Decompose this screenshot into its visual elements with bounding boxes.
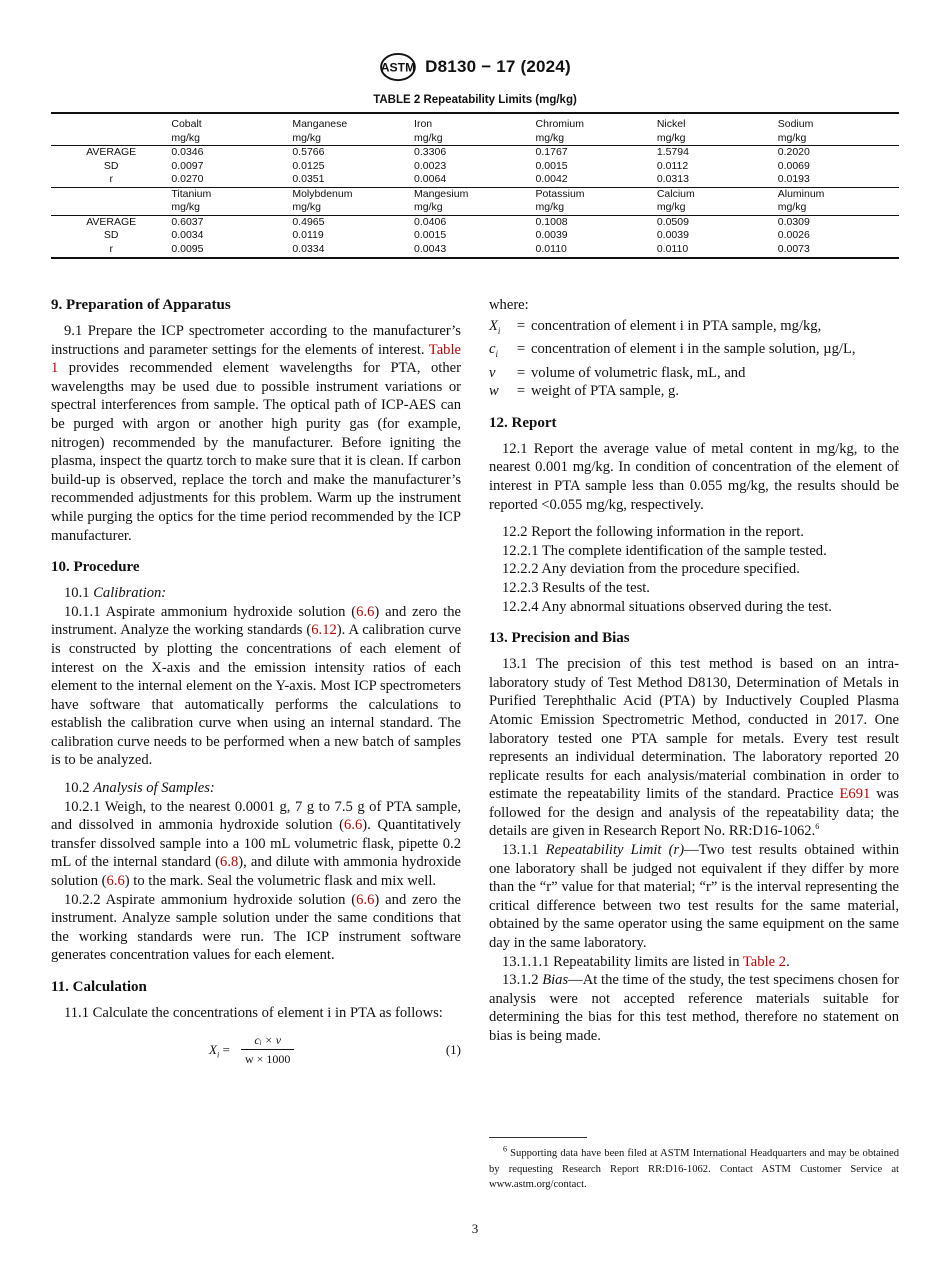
table-cell: 0.0023 [414, 159, 447, 172]
ref-link-6-6[interactable]: 6.6 [356, 603, 375, 620]
column-header: Titanium [171, 187, 212, 200]
table-cell: 0.0509 [656, 215, 689, 228]
document-id: D8130 − 17 (2024) [425, 57, 571, 76]
unit-label: mg/kg [292, 132, 414, 146]
table-cell: 0.0351 [292, 173, 414, 187]
where-definition: $X_i$ = concentration of element i in PTA sample, mg/kg, [489, 317, 822, 336]
ref-link-6-8[interactable]: 6.8 [220, 854, 239, 871]
section-13-heading: 13. Precision and Bias [489, 630, 630, 647]
row-label: SD [103, 229, 119, 241]
page-header [0, 52, 950, 87]
table-cell: 0.0125 [292, 159, 325, 172]
section-12-heading: 12. Report [489, 414, 557, 431]
paragraph-10-1-1: 10.1.1 Aspirate ammonium hydroxide solution (6.6) and zero the instrument. Analyze the working standards (6.12). A calibration curve is constructed by plotting the concentrations of each element of interest on the X-axis and the emission intensity ratios of each element to the internal element on the Y-axis. Most ICP spectrometers have software that automatically performs the calculations to establish the calibration curve when using an internal standard. The calibration curve needs to be performed when a new batch of samples is to be analyzed. [51, 603, 461, 769]
table-cell: 0.0346 [171, 146, 204, 158]
column-header: Potassium [535, 187, 585, 200]
row-label: r [51, 243, 171, 259]
paragraph-10-2-1: 10.2.1 Weigh, to the nearest 0.0001 g, 7 g to 7.5 g of PTA sample, and dissolved in ammonia hydroxide solution (6.6). Quantitatively transfer dissolved sample into a 100 mL volumetric flask, pipette 0.2 mL of the internal standard (6.8), and dilute with ammonia hydroxide solution (6.6) to the mark. Seal the volumetric flask and mix well. [51, 798, 461, 890]
paragraph-10-2: 10.2 Analysis of Samples: [64, 780, 215, 797]
table-cell: 0.0015 [535, 159, 568, 172]
table-cell: 0.0095 [171, 243, 292, 259]
table-cell: 0.0112 [656, 159, 689, 172]
row-label: r [51, 173, 171, 187]
table-unit-row [51, 201, 899, 215]
table-cell: 0.0334 [292, 243, 414, 259]
table-cell: 0.2020 [777, 146, 810, 158]
ref-link-6-12[interactable]: 6.12 [311, 622, 337, 639]
unit-label: mg/kg [536, 132, 657, 146]
table-cell: 0.0064 [414, 173, 535, 187]
table-row [51, 243, 899, 259]
paragraph-11-1: 11.1 Calculate the concentrations of element i in PTA as follows: [64, 1005, 443, 1021]
unit-label: mg/kg [778, 201, 899, 215]
table-cell: 0.0313 [657, 173, 778, 187]
unit-label: mg/kg [778, 132, 899, 146]
equation-fraction [241, 1031, 294, 1069]
list-item: 12.2.3 Results of the test. [502, 579, 650, 596]
column-header: Aluminum [777, 187, 825, 200]
paragraph-10-1: 10.1 Calibration: [64, 585, 167, 602]
paragraph-13-1: 13.1 The precision of this test method is based on an intra-laboratory study of Test Method D8130, Determination of Metals in Purified Terephthalic Acid (PTA) by Inductively Coupled Plasma Atomic Emission Spectrometric Method, conducted in 2017. One laboratory tested one PTA sample for metals. Every test result represents an individual determination. The laboratory reported 20 replicate results for each analysis/material combination in order to estimate the repeatability limits of the standard. Practice E691 was followed for the design and analysis of the repeatability data; the details are given in Research Report No. RR:D16-1062.$^6$ [489, 656, 899, 840]
table-cell: 0.0270 [171, 173, 292, 187]
column-header: Mangesium [414, 187, 469, 200]
table-cell: 1.5794 [656, 146, 689, 158]
paragraph-9-1: 9.1 Prepare the ICP spectrometer according to the manufacturer’s instructions and parameter settings for the elements of interest. Table 1 provides recommended element wavelengths for PTA, other wavelengths may be used due to possible instrument variations or spectral interferences from sample. The optical path of ICP-AES can be purged with argon or another high purity gas (for example, nitrogen) recommended by the manufacturer. Before igniting the plasma, inspect the quartz torch to make sure that it is clean. If carbon build-up is observed, replace the torch and make the manufacturer’s recommended adjustments for this problem. Warm up the instrument while purging the optics for the time period recommended by the ICP manufacturer. [51, 323, 461, 544]
paragraph-13-1-2: 13.1.2 Bias—At the time of the study, the test specimens chosen for analysis were not accepted reference materials suitable for determining the bias for this test method, therefore no statement on bias is being made. [489, 972, 899, 1044]
table-cell: 0.0406 [414, 215, 447, 228]
table-cell: 0.6037 [171, 215, 204, 228]
ref-link-6-6[interactable]: 6.6 [356, 891, 375, 908]
row-label: SD [103, 159, 119, 172]
paragraph-13-1-1-1: 13.1.1.1 Repeatability limits are listed in Table 2. [502, 953, 790, 970]
paragraph-12-2: 12.2 Report the following information in the report. [502, 524, 804, 541]
e691-link[interactable]: E691 [839, 786, 871, 803]
table-row [51, 215, 899, 229]
table-cell: 0.0097 [171, 159, 204, 172]
row-label: AVERAGE [86, 146, 137, 158]
column-header: Molybdenum [292, 187, 353, 200]
where-definition: $c_i$ = concentration of element i in the sample solution, µg/L, [489, 341, 856, 359]
svg-text:ASTM: ASTM [380, 60, 416, 75]
table-row [51, 160, 899, 174]
unit-label: mg/kg [171, 201, 292, 215]
table-row [51, 146, 899, 160]
footnote-divider [489, 1137, 587, 1138]
table-cell: 0.1008 [535, 215, 568, 228]
table-cell: 0.0015 [414, 229, 447, 241]
column-header: Manganese [292, 118, 348, 130]
numerator: cᵢ × v [254, 1032, 282, 1047]
ref-link-6-6[interactable]: 6.6 [106, 873, 125, 890]
table-cell: 0.0042 [536, 173, 657, 187]
list-item: 12.2.2 Any deviation from the procedure specified. [502, 561, 800, 578]
footnote-6: $^6$ Supporting data have been filed at ASTM International Headquarters and may be obtained by requesting Research Report RR:D16-1062. Contact ASTM Customer Service at www.astm.org/contact. [489, 1144, 899, 1190]
table-header-row [51, 116, 899, 132]
left-column [51, 296, 461, 1071]
page-number: 3 [471, 1221, 479, 1236]
table-cell: 0.0309 [777, 215, 810, 228]
table-cell: 0.0026 [777, 229, 810, 241]
row-label: AVERAGE [86, 215, 137, 228]
column-header: Sodium [777, 118, 814, 130]
unit-label: mg/kg [657, 132, 778, 146]
where-definition: v = volume of volumetric flask, mL, and [489, 364, 746, 381]
right-column [489, 296, 899, 1046]
equation-number: (1) [445, 1041, 461, 1057]
table-cell: 0.0034 [171, 229, 204, 241]
column-header: Chromium [535, 118, 584, 130]
astm-logo-icon [379, 52, 417, 82]
footnote-ref-6[interactable]: 6 [815, 822, 820, 832]
column-header: Calcium [656, 187, 695, 200]
table-cell: 0.0110 [657, 243, 778, 259]
table-cell: 0.0110 [536, 243, 657, 259]
paragraph-12-1: 12.1 Report the average value of metal content in mg/kg, to the nearest 0.001 mg/kg. In condition of concentration of the element of interest in PTA sample less than 0.055 mg/kg, the results should be reported <0.055 mg/kg, respectively. [489, 440, 899, 513]
section-11-heading: 11. Calculation [51, 979, 147, 995]
table-row [51, 173, 899, 187]
table-cell: 0.0073 [778, 243, 899, 259]
table-cell: 0.0043 [414, 243, 535, 259]
ref-link-6-6[interactable]: 6.6 [344, 817, 363, 834]
list-item: 12.2.1 The complete identification of the sample tested. [502, 542, 827, 559]
table-cell: 0.0039 [535, 229, 568, 241]
unit-label: mg/kg [292, 201, 414, 215]
where-definition: w = weight of PTA sample, g. [489, 383, 679, 400]
table-cell: 0.1767 [535, 146, 568, 158]
table-unit-row [51, 132, 899, 146]
paragraph-13-1-1: 13.1.1 Repeatability Limit (r)—Two test results obtained within one laboratory shall be judged not equivalent if they differ by more than the “r” value for that material; “r” is the interval representing the critical difference between two test results for the same material, obtained by the same operator using the same equipment on the same day in the same laboratory. [489, 842, 900, 952]
table-header-row [51, 187, 899, 201]
where-label: where: [489, 297, 529, 313]
table-cell: 0.3306 [414, 146, 447, 158]
section-10-heading: 10. Procedure [51, 559, 140, 576]
table-cell: 0.0193 [778, 173, 899, 187]
equation-lhs: $X_i$ = [209, 1041, 230, 1060]
table-cell: 0.0119 [292, 229, 324, 241]
unit-label: mg/kg [536, 201, 657, 215]
table-cell: 0.0069 [777, 159, 810, 172]
table-cell: 0.4965 [292, 215, 325, 228]
unit-label: mg/kg [414, 201, 535, 215]
unit-label: mg/kg [414, 132, 535, 146]
table-2-link[interactable]: Table 2 [742, 953, 787, 970]
table-row [51, 229, 899, 243]
column-header: Cobalt [171, 118, 202, 130]
column-header: Iron [414, 118, 433, 130]
table-cell: 0.0039 [656, 229, 689, 241]
equation-1 [51, 1031, 461, 1071]
list-item: 12.2.4 Any abnormal situations observed during the test. [502, 598, 832, 615]
column-header: Nickel [656, 118, 686, 130]
unit-label: mg/kg [657, 201, 778, 215]
repeatability-table [51, 112, 899, 259]
denominator: w × 1000 [241, 1049, 294, 1069]
section-9-heading: 9. Preparation of Apparatus [51, 297, 231, 313]
paragraph-10-2-2: 10.2.2 Aspirate ammonium hydroxide solution (6.6) and zero the instrument. Analyze sample solution under the same conditions that the working standards were run. The ICP instrument software generates concentration values for each element. [51, 891, 461, 964]
table-2-title: TABLE 2 Repeatability Limits (mg/kg) [373, 94, 577, 106]
unit-label: mg/kg [171, 132, 292, 146]
table-cell: 0.5766 [292, 146, 325, 158]
table-1-link[interactable]: Table 1 [51, 341, 461, 377]
